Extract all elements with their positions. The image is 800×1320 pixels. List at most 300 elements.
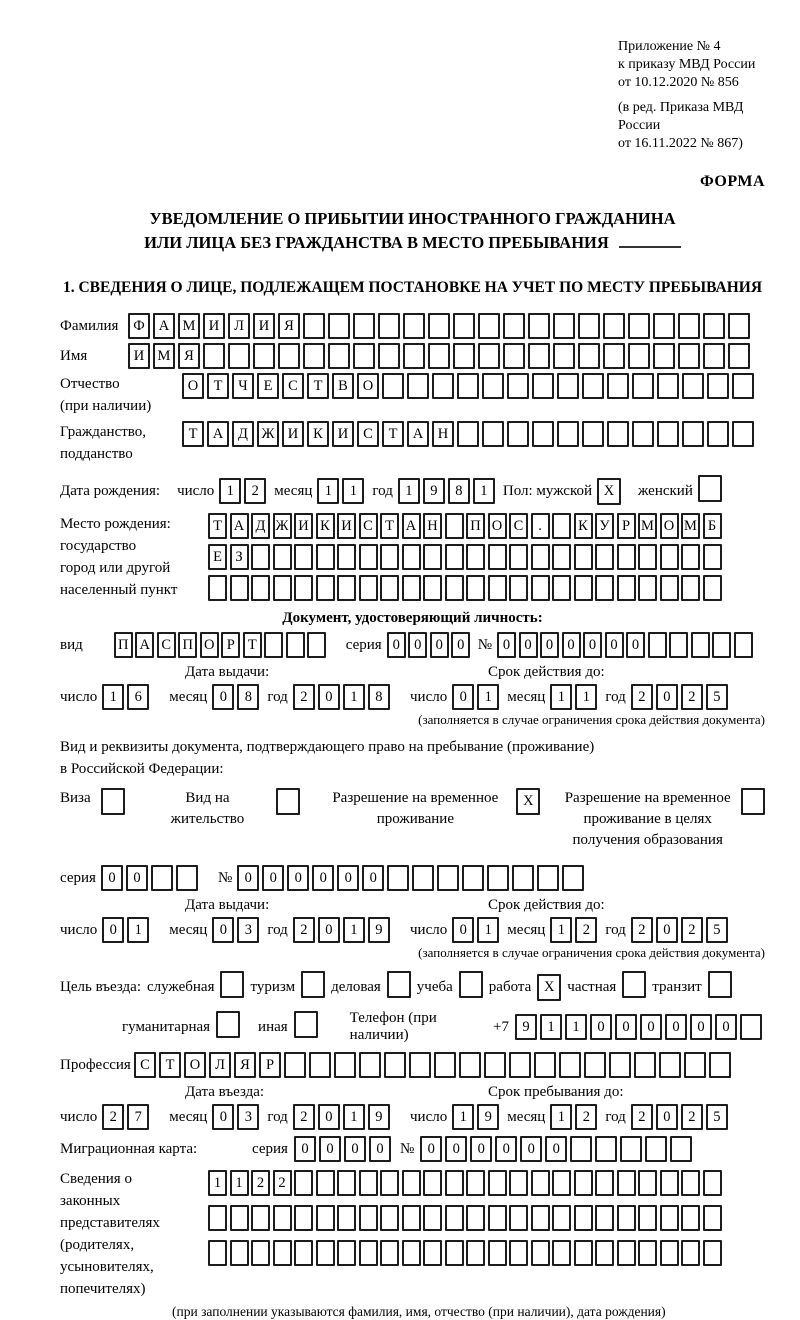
char-box[interactable]: 0 (615, 1014, 637, 1040)
char-box[interactable]: Е (208, 544, 227, 570)
char-box[interactable] (457, 373, 479, 399)
char-box[interactable] (462, 865, 484, 891)
char-box[interactable] (528, 313, 550, 339)
char-box[interactable]: 0 (344, 1136, 366, 1162)
char-box[interactable]: 2 (293, 917, 315, 943)
char-box[interactable]: Т (182, 421, 204, 447)
char-box[interactable]: И (332, 421, 354, 447)
char-box[interactable] (552, 575, 571, 601)
char-box[interactable]: И (337, 513, 356, 539)
char-box[interactable] (617, 575, 636, 601)
char-box[interactable] (316, 544, 335, 570)
char-box[interactable]: 0 (470, 1136, 492, 1162)
char-box[interactable] (570, 1136, 592, 1162)
char-box[interactable] (487, 865, 509, 891)
char-box[interactable] (466, 544, 485, 570)
char-box[interactable]: М (681, 513, 700, 539)
char-box[interactable] (681, 544, 700, 570)
char-box[interactable] (531, 544, 550, 570)
char-box[interactable]: 6 (127, 684, 149, 710)
char-box[interactable]: 1 (550, 917, 572, 943)
char-box[interactable]: А (230, 513, 249, 539)
char-box[interactable] (273, 1240, 292, 1266)
char-box[interactable]: 0 (545, 1136, 567, 1162)
char-box[interactable] (251, 1240, 270, 1266)
char-box[interactable] (309, 1052, 331, 1078)
char-box[interactable]: 1 (343, 917, 365, 943)
char-box[interactable] (531, 1170, 550, 1196)
char-box[interactable]: 5 (706, 684, 728, 710)
char-box[interactable]: Н (423, 513, 442, 539)
char-box[interactable] (557, 421, 579, 447)
char-box[interactable] (557, 373, 579, 399)
char-box[interactable]: А (135, 632, 154, 658)
char-box[interactable]: 2 (681, 1104, 703, 1130)
char-box[interactable]: Е (257, 373, 279, 399)
char-box[interactable]: 1 (127, 917, 149, 943)
char-box[interactable] (659, 1052, 681, 1078)
checkbox[interactable] (220, 971, 244, 998)
char-box[interactable]: К (316, 513, 335, 539)
char-box[interactable]: 0 (656, 1104, 678, 1130)
char-box[interactable] (228, 343, 250, 369)
char-box[interactable] (251, 1205, 270, 1231)
char-box[interactable]: С (357, 421, 379, 447)
char-box[interactable] (703, 575, 722, 601)
char-box[interactable] (509, 575, 528, 601)
char-box[interactable] (423, 1170, 442, 1196)
char-box[interactable] (509, 1170, 528, 1196)
char-box[interactable] (423, 575, 442, 601)
char-box[interactable]: Я (278, 313, 300, 339)
char-box[interactable] (359, 1205, 378, 1231)
char-box[interactable]: М (638, 513, 657, 539)
char-box[interactable] (445, 1170, 464, 1196)
char-box[interactable] (387, 865, 409, 891)
char-box[interactable]: 9 (515, 1014, 537, 1040)
char-box[interactable] (428, 313, 450, 339)
char-box[interactable] (617, 1170, 636, 1196)
char-box[interactable]: О (200, 632, 219, 658)
char-box[interactable] (286, 632, 305, 658)
char-box[interactable] (553, 313, 575, 339)
char-box[interactable]: Т (243, 632, 262, 658)
checkbox[interactable]: X (516, 788, 540, 815)
char-box[interactable]: Д (251, 513, 270, 539)
char-box[interactable]: Р (259, 1052, 281, 1078)
char-box[interactable] (638, 1170, 657, 1196)
char-box[interactable] (595, 575, 614, 601)
char-box[interactable]: 0 (212, 684, 234, 710)
char-box[interactable] (595, 544, 614, 570)
char-box[interactable] (457, 421, 479, 447)
char-box[interactable] (151, 865, 173, 891)
char-box[interactable]: 1 (477, 917, 499, 943)
char-box[interactable] (403, 313, 425, 339)
char-box[interactable] (488, 575, 507, 601)
char-box[interactable] (402, 1205, 421, 1231)
char-box[interactable]: Д (232, 421, 254, 447)
char-box[interactable] (359, 1240, 378, 1266)
char-box[interactable]: 1 (452, 1104, 474, 1130)
char-box[interactable] (681, 575, 700, 601)
char-box[interactable] (380, 1205, 399, 1231)
char-box[interactable] (653, 343, 675, 369)
char-box[interactable] (553, 343, 575, 369)
char-box[interactable] (380, 575, 399, 601)
char-box[interactable]: 2 (631, 917, 653, 943)
char-box[interactable]: Б (703, 513, 722, 539)
char-box[interactable]: 2 (681, 684, 703, 710)
char-box[interactable]: А (207, 421, 229, 447)
char-box[interactable]: 9 (368, 1104, 390, 1130)
char-box[interactable] (582, 373, 604, 399)
char-box[interactable] (380, 544, 399, 570)
char-box[interactable] (273, 1205, 292, 1231)
char-box[interactable] (509, 1205, 528, 1231)
char-box[interactable]: 0 (102, 917, 124, 943)
char-box[interactable]: Р (221, 632, 240, 658)
char-box[interactable]: О (357, 373, 379, 399)
char-box[interactable] (559, 1052, 581, 1078)
char-box[interactable] (453, 343, 475, 369)
char-box[interactable]: 0 (420, 1136, 442, 1162)
char-box[interactable]: Л (228, 313, 250, 339)
char-box[interactable] (503, 343, 525, 369)
char-box[interactable] (273, 544, 292, 570)
char-box[interactable] (507, 421, 529, 447)
char-box[interactable] (402, 1240, 421, 1266)
char-box[interactable]: 1 (343, 684, 365, 710)
char-box[interactable] (582, 421, 604, 447)
checkbox[interactable] (622, 971, 646, 998)
char-box[interactable] (382, 373, 404, 399)
char-box[interactable] (482, 421, 504, 447)
char-box[interactable] (678, 343, 700, 369)
checkbox[interactable]: X (597, 478, 621, 505)
char-box[interactable] (423, 544, 442, 570)
char-box[interactable] (574, 1205, 593, 1231)
char-box[interactable]: С (359, 513, 378, 539)
char-box[interactable]: 0 (337, 865, 359, 891)
char-box[interactable]: 3 (237, 917, 259, 943)
char-box[interactable]: 1 (343, 1104, 365, 1130)
char-box[interactable] (578, 343, 600, 369)
char-box[interactable]: П (114, 632, 133, 658)
char-box[interactable]: Т (307, 373, 329, 399)
char-box[interactable]: О (182, 373, 204, 399)
char-box[interactable] (303, 343, 325, 369)
char-box[interactable] (328, 313, 350, 339)
char-box[interactable]: А (153, 313, 175, 339)
char-box[interactable] (531, 1205, 550, 1231)
char-box[interactable] (478, 313, 500, 339)
char-box[interactable] (328, 343, 350, 369)
char-box[interactable] (734, 632, 753, 658)
char-box[interactable] (378, 313, 400, 339)
char-box[interactable]: 0 (656, 684, 678, 710)
char-box[interactable] (445, 513, 464, 539)
char-box[interactable] (638, 575, 657, 601)
char-box[interactable] (208, 1240, 227, 1266)
char-box[interactable] (670, 1136, 692, 1162)
char-box[interactable]: 2 (575, 1104, 597, 1130)
char-box[interactable]: Т (207, 373, 229, 399)
char-box[interactable] (488, 544, 507, 570)
char-box[interactable] (707, 421, 729, 447)
char-box[interactable]: 9 (423, 478, 445, 504)
char-box[interactable] (176, 865, 198, 891)
char-box[interactable]: 7 (127, 1104, 149, 1130)
char-box[interactable] (607, 373, 629, 399)
char-box[interactable]: 1 (473, 478, 495, 504)
char-box[interactable]: 0 (387, 632, 406, 658)
char-box[interactable] (732, 421, 754, 447)
char-box[interactable] (423, 1240, 442, 1266)
char-box[interactable] (603, 313, 625, 339)
char-box[interactable] (681, 1240, 700, 1266)
char-box[interactable] (359, 575, 378, 601)
char-box[interactable] (617, 544, 636, 570)
char-box[interactable]: 0 (665, 1014, 687, 1040)
char-box[interactable]: 0 (519, 632, 538, 658)
char-box[interactable] (466, 1240, 485, 1266)
char-box[interactable] (617, 1205, 636, 1231)
char-box[interactable]: 1 (317, 478, 339, 504)
char-box[interactable] (337, 1240, 356, 1266)
char-box[interactable] (595, 1170, 614, 1196)
char-box[interactable] (412, 865, 434, 891)
char-box[interactable]: 8 (448, 478, 470, 504)
char-box[interactable] (660, 1205, 679, 1231)
char-box[interactable] (707, 373, 729, 399)
char-box[interactable] (423, 1205, 442, 1231)
char-box[interactable] (294, 1205, 313, 1231)
char-box[interactable] (691, 632, 710, 658)
char-box[interactable] (432, 373, 454, 399)
char-box[interactable]: П (178, 632, 197, 658)
char-box[interactable]: 0 (362, 865, 384, 891)
char-box[interactable] (578, 313, 600, 339)
char-box[interactable] (294, 1170, 313, 1196)
char-box[interactable] (316, 1240, 335, 1266)
char-box[interactable]: 2 (251, 1170, 270, 1196)
char-box[interactable]: С (509, 513, 528, 539)
char-box[interactable] (660, 1240, 679, 1266)
char-box[interactable]: 1 (398, 478, 420, 504)
char-box[interactable]: 0 (318, 1104, 340, 1130)
char-box[interactable] (660, 575, 679, 601)
char-box[interactable]: 1 (540, 1014, 562, 1040)
char-box[interactable]: 2 (293, 1104, 315, 1130)
char-box[interactable]: Ч (232, 373, 254, 399)
char-box[interactable] (681, 1170, 700, 1196)
char-box[interactable] (632, 421, 654, 447)
char-box[interactable] (574, 1240, 593, 1266)
char-box[interactable] (703, 343, 725, 369)
char-box[interactable]: 8 (368, 684, 390, 710)
char-box[interactable]: 0 (126, 865, 148, 891)
char-box[interactable] (617, 1240, 636, 1266)
char-box[interactable]: 1 (477, 684, 499, 710)
char-box[interactable] (488, 1240, 507, 1266)
char-box[interactable] (359, 1052, 381, 1078)
char-box[interactable] (669, 632, 688, 658)
char-box[interactable] (609, 1052, 631, 1078)
char-box[interactable] (378, 343, 400, 369)
char-box[interactable]: 0 (520, 1136, 542, 1162)
char-box[interactable]: 1 (550, 684, 572, 710)
char-box[interactable] (574, 544, 593, 570)
char-box[interactable] (445, 1205, 464, 1231)
char-box[interactable]: 0 (430, 632, 449, 658)
char-box[interactable]: В (332, 373, 354, 399)
char-box[interactable] (230, 1240, 249, 1266)
char-box[interactable]: Т (208, 513, 227, 539)
char-box[interactable] (528, 343, 550, 369)
char-box[interactable] (294, 1240, 313, 1266)
char-box[interactable]: 0 (715, 1014, 737, 1040)
char-box[interactable] (660, 544, 679, 570)
char-box[interactable] (253, 343, 275, 369)
char-box[interactable] (574, 575, 593, 601)
char-box[interactable]: 0 (656, 917, 678, 943)
char-box[interactable] (645, 1136, 667, 1162)
char-box[interactable] (488, 1170, 507, 1196)
char-box[interactable] (482, 373, 504, 399)
char-box[interactable] (531, 575, 550, 601)
char-box[interactable] (294, 544, 313, 570)
char-box[interactable] (251, 575, 270, 601)
char-box[interactable] (337, 1205, 356, 1231)
char-box[interactable] (682, 373, 704, 399)
char-box[interactable] (337, 1170, 356, 1196)
char-box[interactable] (684, 1052, 706, 1078)
char-box[interactable] (595, 1136, 617, 1162)
char-box[interactable] (353, 343, 375, 369)
char-box[interactable]: 0 (452, 917, 474, 943)
char-box[interactable] (638, 1205, 657, 1231)
char-box[interactable]: И (253, 313, 275, 339)
checkbox[interactable]: X (537, 974, 561, 1001)
char-box[interactable] (203, 343, 225, 369)
char-box[interactable]: 2 (244, 478, 266, 504)
char-box[interactable] (466, 575, 485, 601)
char-box[interactable] (678, 313, 700, 339)
char-box[interactable] (466, 1205, 485, 1231)
char-box[interactable]: О (184, 1052, 206, 1078)
checkbox[interactable] (216, 1011, 240, 1038)
char-box[interactable] (359, 1170, 378, 1196)
char-box[interactable] (537, 865, 559, 891)
char-box[interactable] (603, 343, 625, 369)
char-box[interactable] (334, 1052, 356, 1078)
checkbox[interactable] (741, 788, 765, 815)
char-box[interactable]: 0 (294, 1136, 316, 1162)
char-box[interactable]: 0 (318, 917, 340, 943)
char-box[interactable]: 0 (495, 1136, 517, 1162)
char-box[interactable] (709, 1052, 731, 1078)
char-box[interactable]: 0 (445, 1136, 467, 1162)
char-box[interactable] (284, 1052, 306, 1078)
char-box[interactable] (402, 1170, 421, 1196)
char-box[interactable]: З (230, 544, 249, 570)
char-box[interactable]: М (153, 343, 175, 369)
char-box[interactable]: 0 (237, 865, 259, 891)
char-box[interactable]: 0 (318, 684, 340, 710)
checkbox[interactable] (101, 788, 125, 815)
char-box[interactable] (532, 421, 554, 447)
char-box[interactable] (681, 1205, 700, 1231)
char-box[interactable]: С (157, 632, 176, 658)
char-box[interactable] (484, 1052, 506, 1078)
char-box[interactable]: Л (209, 1052, 231, 1078)
char-box[interactable]: Т (159, 1052, 181, 1078)
char-box[interactable] (634, 1052, 656, 1078)
checkbox[interactable] (294, 1011, 318, 1038)
char-box[interactable] (230, 1205, 249, 1231)
char-box[interactable] (316, 1170, 335, 1196)
char-box[interactable] (657, 373, 679, 399)
char-box[interactable]: И (128, 343, 150, 369)
char-box[interactable] (728, 343, 750, 369)
checkbox[interactable] (301, 971, 325, 998)
char-box[interactable] (230, 575, 249, 601)
char-box[interactable]: 2 (273, 1170, 292, 1196)
char-box[interactable] (648, 632, 667, 658)
char-box[interactable] (278, 343, 300, 369)
char-box[interactable] (552, 513, 571, 539)
char-box[interactable]: 8 (237, 684, 259, 710)
char-box[interactable]: 0 (497, 632, 516, 658)
char-box[interactable]: 1 (102, 684, 124, 710)
char-box[interactable]: Ж (257, 421, 279, 447)
char-box[interactable] (251, 544, 270, 570)
char-box[interactable]: М (178, 313, 200, 339)
char-box[interactable]: 0 (452, 684, 474, 710)
char-box[interactable]: К (574, 513, 593, 539)
char-box[interactable]: П (466, 513, 485, 539)
char-box[interactable] (740, 1014, 762, 1040)
char-box[interactable] (703, 544, 722, 570)
char-box[interactable]: 1 (342, 478, 364, 504)
char-box[interactable]: 2 (681, 917, 703, 943)
checkbox[interactable] (708, 971, 732, 998)
char-box[interactable]: 0 (605, 632, 624, 658)
char-box[interactable] (503, 313, 525, 339)
char-box[interactable]: 0 (451, 632, 470, 658)
char-box[interactable]: И (203, 313, 225, 339)
checkbox[interactable] (276, 788, 300, 815)
char-box[interactable]: С (134, 1052, 156, 1078)
char-box[interactable] (660, 1170, 679, 1196)
char-box[interactable] (303, 313, 325, 339)
char-box[interactable] (428, 343, 450, 369)
char-box[interactable] (595, 1240, 614, 1266)
char-box[interactable] (337, 544, 356, 570)
char-box[interactable] (403, 343, 425, 369)
char-box[interactable]: 0 (312, 865, 334, 891)
char-box[interactable] (307, 632, 326, 658)
char-box[interactable]: 2 (631, 1104, 653, 1130)
char-box[interactable]: 0 (101, 865, 123, 891)
char-box[interactable] (531, 1240, 550, 1266)
char-box[interactable] (380, 1240, 399, 1266)
char-box[interactable] (703, 313, 725, 339)
char-box[interactable]: Н (432, 421, 454, 447)
char-box[interactable] (380, 1170, 399, 1196)
char-box[interactable]: С (282, 373, 304, 399)
